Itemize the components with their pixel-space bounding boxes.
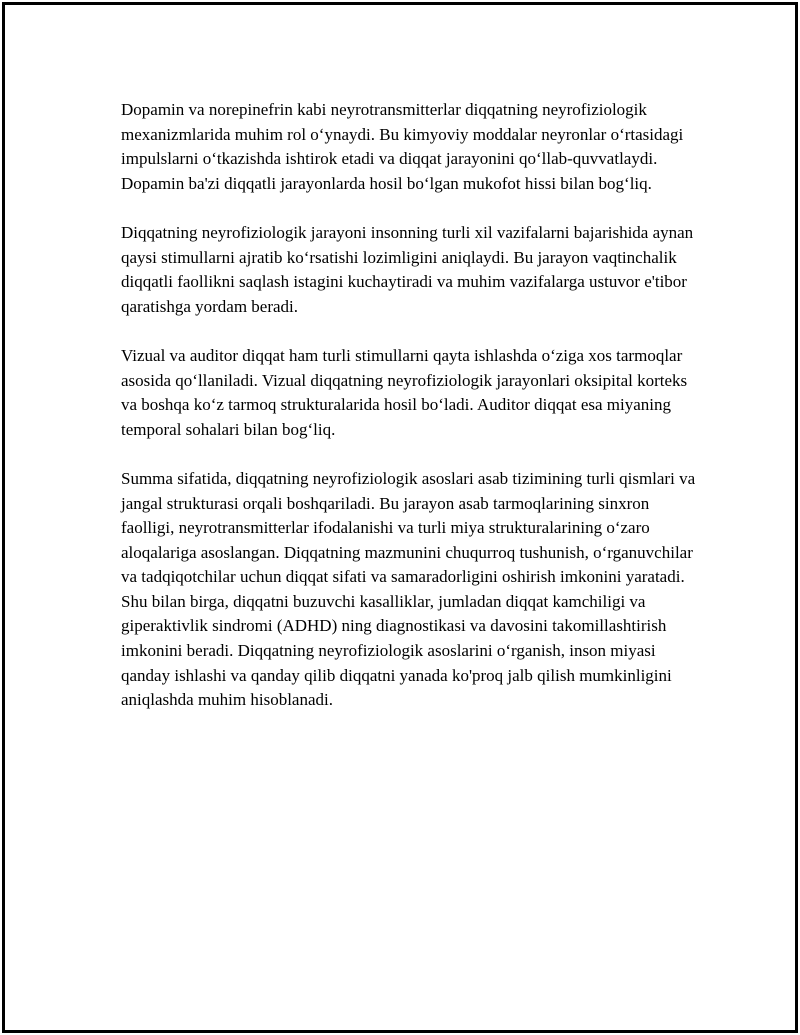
paragraph-1: Dopamin va norepinefrin kabi neyrotransmitterlar diqqatning neyrofiziologik mexanizmlarida muhim rol o‘ynaydi. Bu kimyoviy moddalar neyronlar o‘rtasidagi impulslarni o‘tkazishda ishtirok etadi va diqqat jarayonini qo‘llab-quvvatlaydi. Dopamin ba'zi diqqatli jarayonlarda hosil bo‘lgan mukofot hissi bilan bog‘liq. [121, 100, 684, 193]
paragraph-3: Vizual va auditor diqqat ham turli stimullarni qayta ishlashda o‘ziga xos tarmoqlar asosida qo‘llaniladi. Vizual diqqatning neyrofiziologik jarayonlari oksipital korteks va boshqa ko‘z tarmoq strukturalarida hosil bo‘ladi. Auditor diqqat esa miyaning temporal sohalari bilan bog‘liq. [121, 345, 688, 439]
paragraph-2: Diqqatning neyrofiziologik jarayoni insonning turli xil vazifalarni bajarishida aynan qaysi stimullarni ajratib ko‘rsatishi lozimligini aniqlaydi. Bu jarayon vaqtinchalik diqqatli faollikni saqlash istagini kuchaytiradi va muhim vazifalarga ustuvor e'tibor qaratishga yordam beradi. [121, 222, 694, 316]
paragraph-4: Summa sifatida, diqqatning neyrofiziologik asoslari asab tizimining turli qismlari va jangal strukturasi orqali boshqariladi. Bu jarayon asab tarmoqlarining sinxron faolligi, neyrotransmitterlar ifodalanishi va turli miya strukturalarining o‘zaro aloqalariga asoslangan. Diqqatning mazmunini chuqurroq tushunish, o‘rganuvchilar va tadqiqotchilar uchun diqqat sifati va samaradorligini oshirish imkonini yaratadi. Shu bilan birga, diqqatni buzuvchi kasalliklar, jumladan diqqat kamchiligi va giperaktivlik sindromi (ADHD) ning diagnostikasi va davosini takomillashtirish imkonini beradi. Diqqatning neyrofiziologik asoslarini o‘rganish, inson miyasi qanday ishlashi va qanday qilib diqqatni yanada ko'proq jalb qilish mumkinligini aniqlashda muhim hisoblanadi. [121, 468, 696, 710]
page-border [2, 2, 798, 1033]
document-body [121, 98, 696, 737]
